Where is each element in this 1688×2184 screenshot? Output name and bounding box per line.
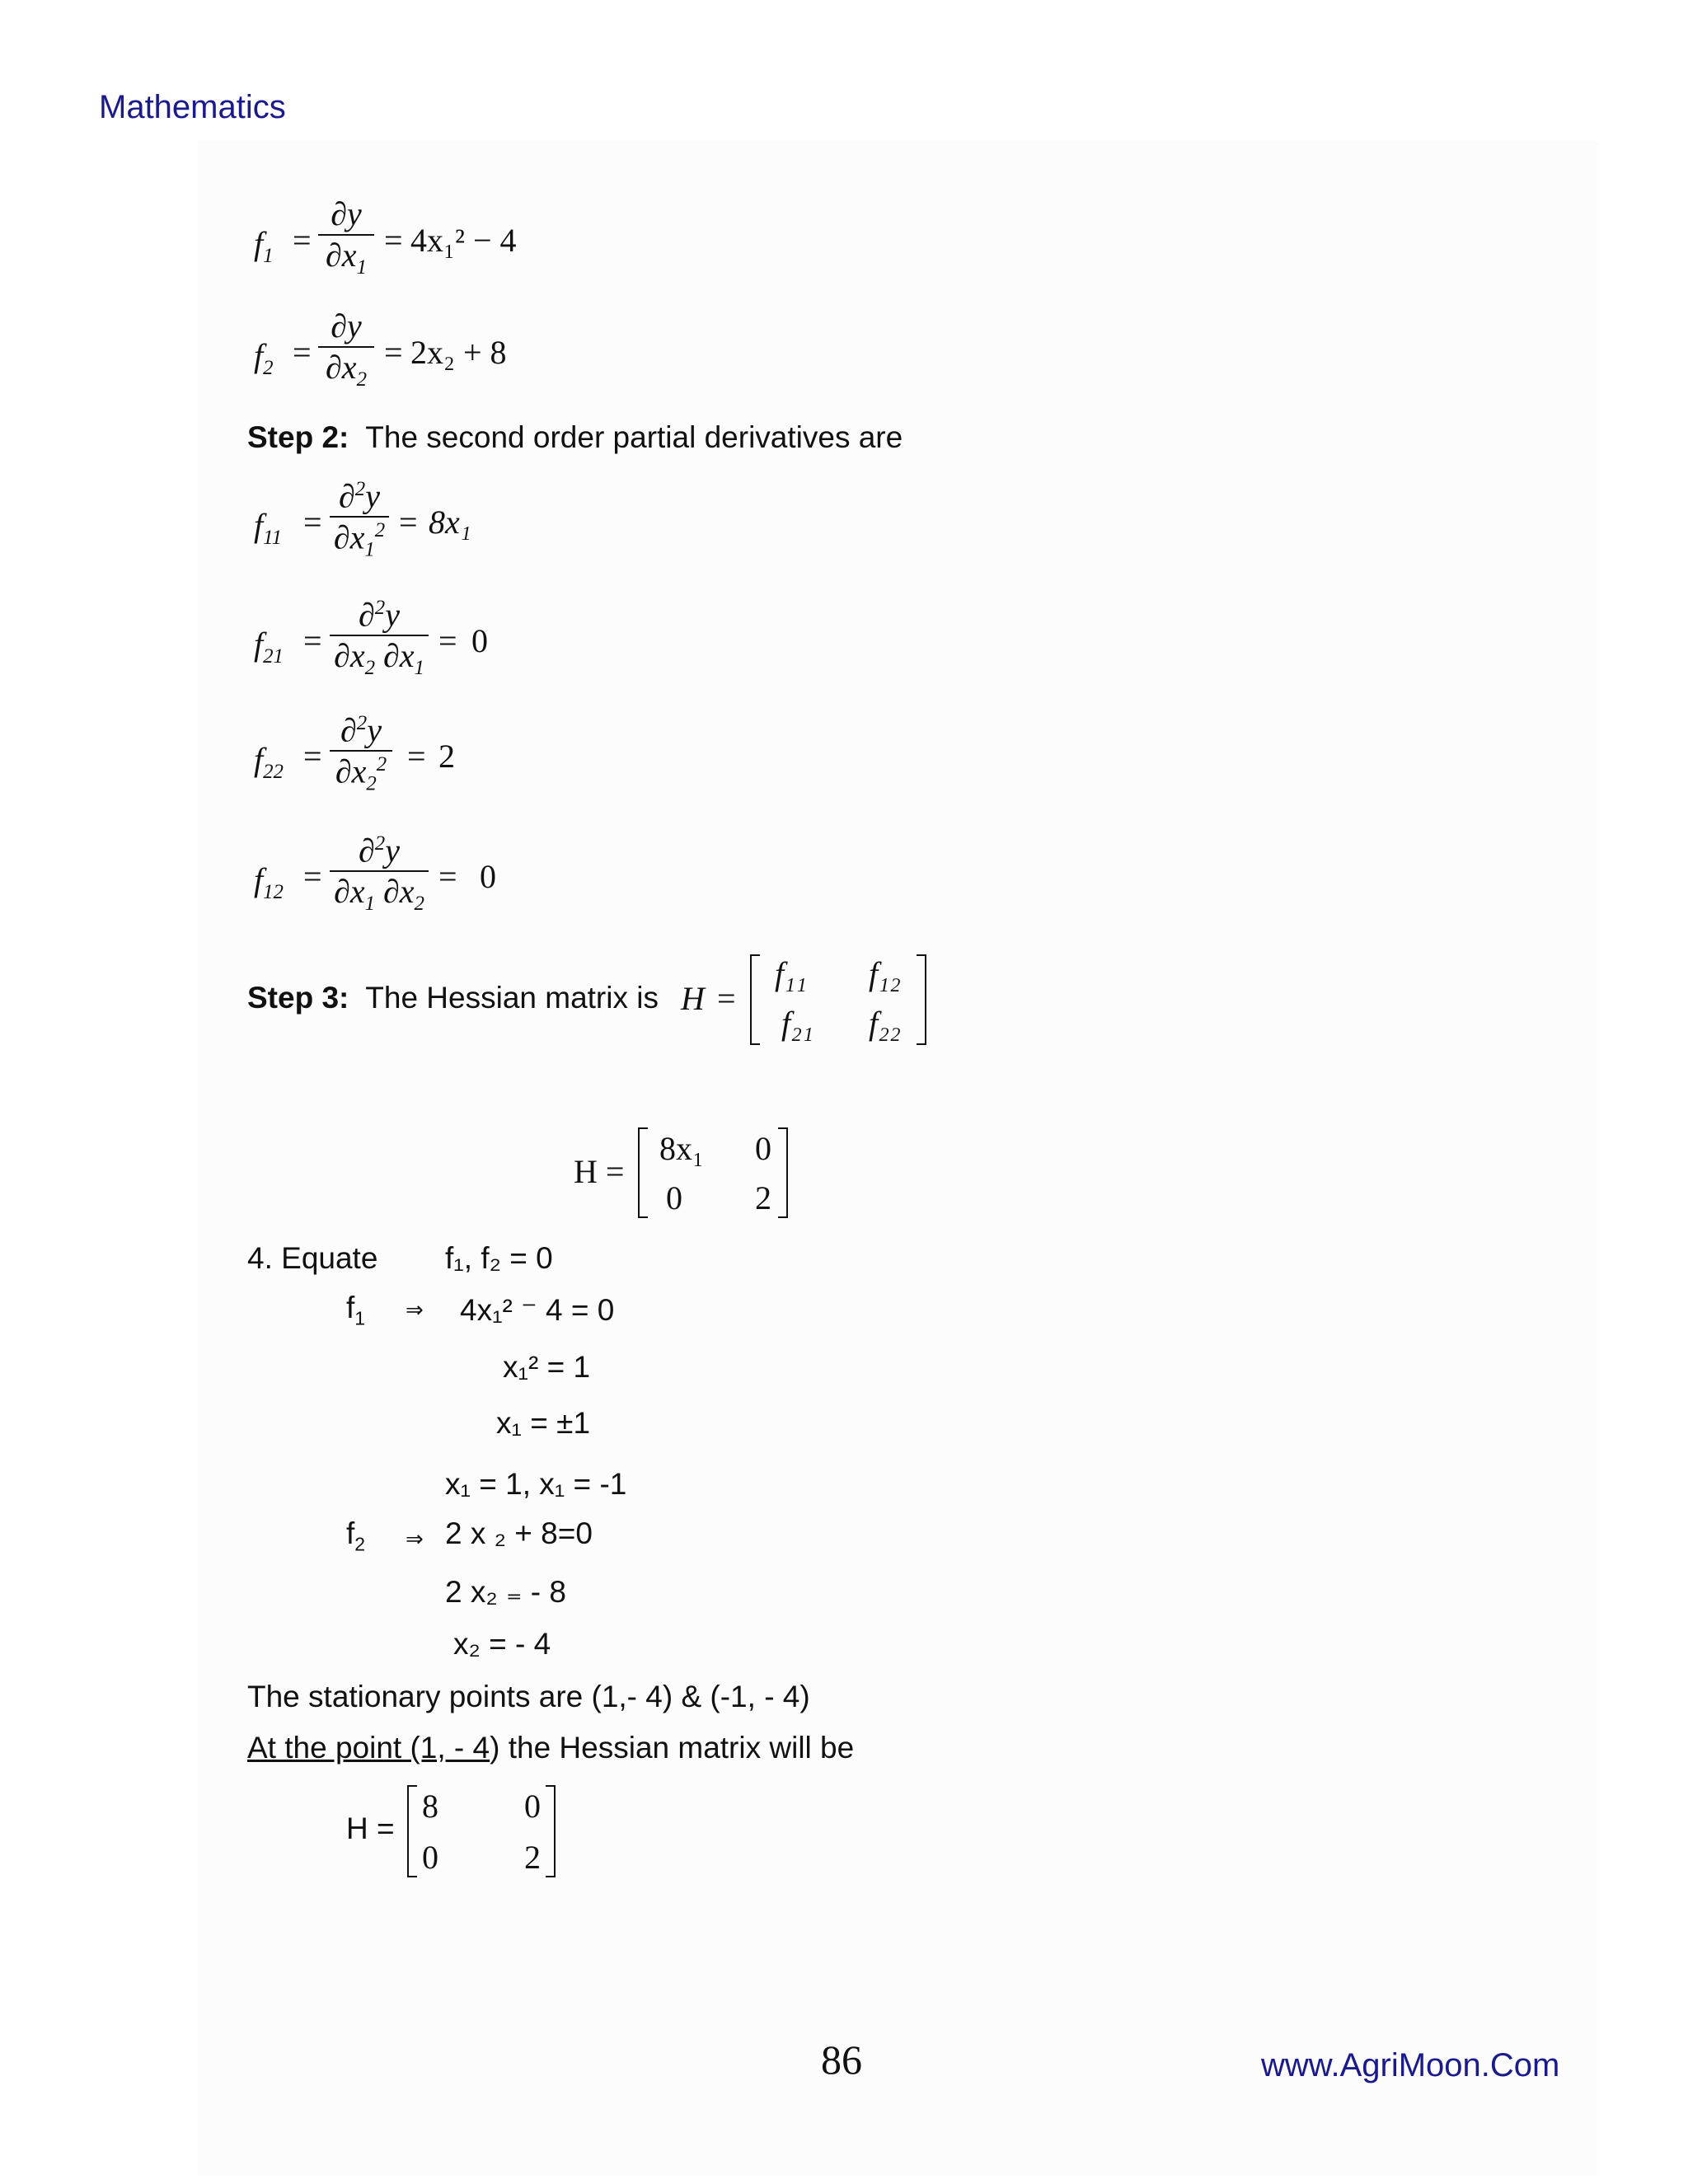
header-subject: Mathematics xyxy=(99,89,286,125)
website-link[interactable]: www.AgriMoon.Com xyxy=(1261,2047,1560,2083)
matrix-cell: 0 xyxy=(422,1839,438,1876)
matrix-cell: f₁₁ xyxy=(775,955,807,992)
stationary-points-text: The stationary points are (1,- 4) & (-1, - 4) xyxy=(247,1680,810,1713)
step2-label: Step 2: xyxy=(247,420,349,454)
implies-arrow-icon: ⇒ xyxy=(406,1526,424,1551)
f22-value: 2 xyxy=(438,738,455,775)
matrix-cell: 0 xyxy=(666,1179,682,1216)
f1-label: $f_1$ xyxy=(346,1291,366,1329)
f1-step2: x₁² = 1 xyxy=(503,1350,591,1384)
matrix-cell: f₂₁ xyxy=(781,1005,814,1042)
f2-first-value: 2x₂ + 8 xyxy=(410,334,507,371)
implies-arrow-icon: ⇒ xyxy=(406,1297,424,1322)
matrix-cell: 8x₁ xyxy=(659,1130,704,1167)
point-underlined: At the point (1, - 4 xyxy=(247,1731,490,1765)
step3-label: Step 3: xyxy=(247,981,349,1015)
matrix-cell: f₁₂ xyxy=(869,955,901,992)
matrix-cell: f₂₂ xyxy=(869,1005,901,1042)
f2-step2: 2 x₂ ₌ - 8 xyxy=(445,1575,566,1609)
f2-label: $f_2$ xyxy=(346,1516,366,1555)
point-hessian-text xyxy=(247,1731,854,1765)
f2-equation: 2 x ₂ + 8=0 xyxy=(445,1516,593,1550)
f1-equation: 4x₁² ⁻ 4 = 0 xyxy=(460,1293,615,1327)
matrix-cell: 0 xyxy=(755,1130,771,1167)
f12-value: 0 xyxy=(480,858,496,895)
matrix-cell: 2 xyxy=(755,1179,771,1216)
f1-first-value: 4x₁² − 4 xyxy=(410,222,517,259)
step3-text: The Hessian matrix is xyxy=(365,981,659,1015)
matrix-cell: 2 xyxy=(524,1839,541,1876)
f1-step3: x₁ = ±1 xyxy=(496,1406,591,1440)
page-number: 86 xyxy=(821,2036,862,2083)
f11-value: 8x₁ xyxy=(429,504,471,541)
matrix-cell: 8 xyxy=(422,1788,438,1825)
f1-roots: x₁ = 1, x₁ = -1 xyxy=(445,1467,627,1501)
point-rest: ) the Hessian matrix will be xyxy=(490,1731,855,1765)
step2-text: The second order partial derivatives are xyxy=(365,420,903,454)
step2-heading xyxy=(247,420,903,455)
step3-heading xyxy=(247,981,659,1015)
f2-step3: x₂ = - 4 xyxy=(453,1627,551,1661)
matrix-cell: 0 xyxy=(524,1788,541,1825)
f21-value: 0 xyxy=(471,622,488,659)
equate-system: f₁, f₂ = 0 xyxy=(445,1241,553,1275)
step4-label: 4. Equate xyxy=(247,1241,378,1275)
